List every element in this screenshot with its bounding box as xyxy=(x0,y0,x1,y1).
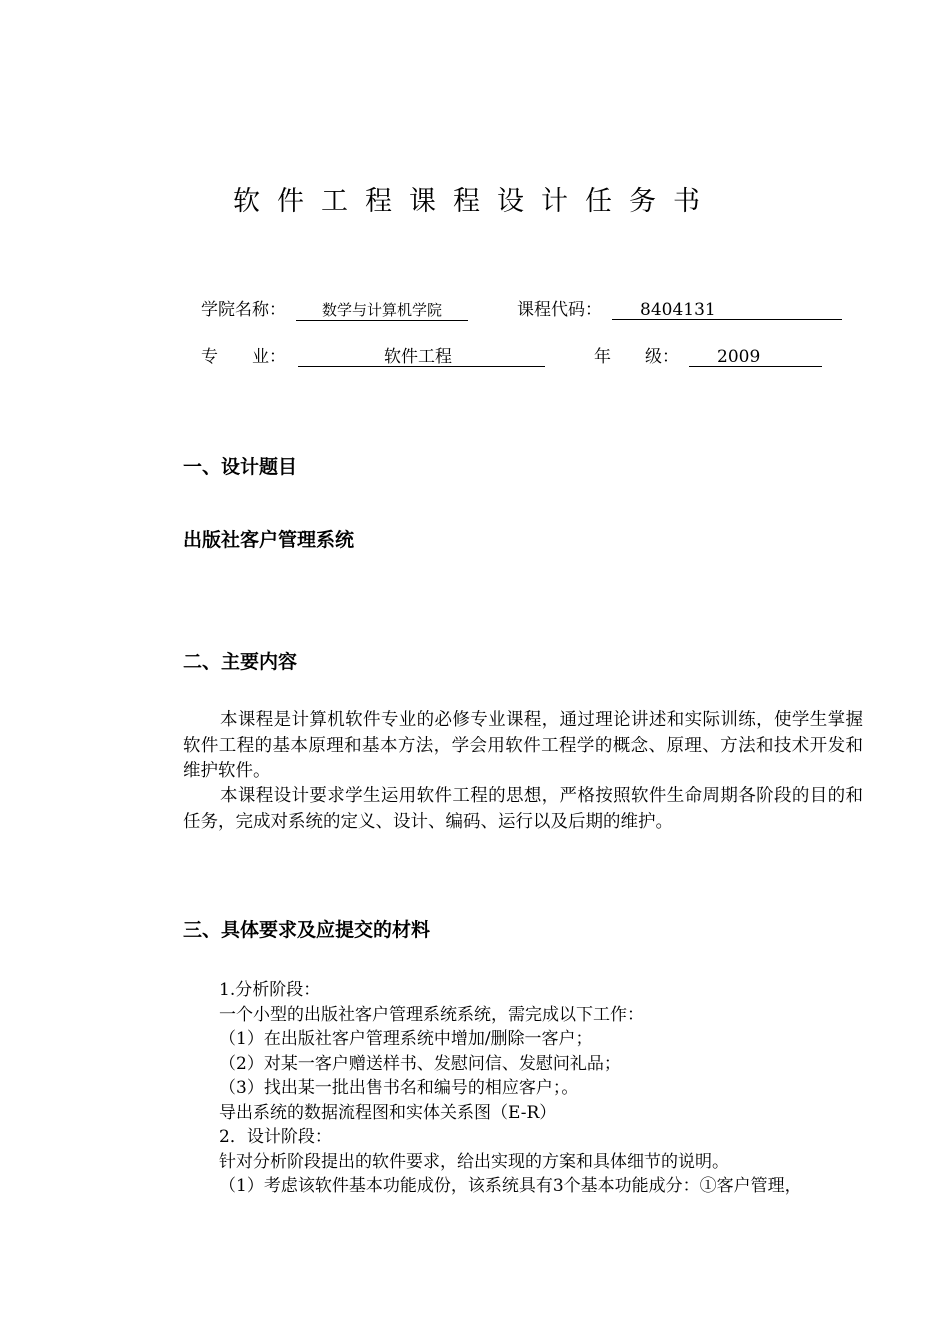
requirements-list xyxy=(219,978,879,1199)
course-code-value: 8404131 xyxy=(612,298,842,320)
info-row-college xyxy=(0,298,950,324)
college-value: 数学与计算机学院 xyxy=(296,298,468,321)
info-row-major xyxy=(0,345,950,371)
list-item: （1）考虑该软件基本功能成份，该系统具有3个基本功能成分：①客户管理， xyxy=(219,1176,802,1196)
major-value: 软件工程 xyxy=(298,345,545,367)
list-item: 导出系统的数据流程图和实体关系图（E-R） xyxy=(219,1102,557,1123)
list-item: （1）在出版社客户管理系统中增加/删除一客户； xyxy=(219,1029,593,1049)
design-topic: 出版社客户管理系统 xyxy=(183,529,355,551)
college-label: 学院名称： xyxy=(201,300,286,320)
list-item: 1.分析阶段： xyxy=(219,980,321,1000)
major-label: 专 业： xyxy=(201,347,286,367)
list-item: 一个小型的出版社客户管理系统系统，需完成以下工作： xyxy=(219,1004,644,1025)
main-content-paragraph-2: 本课程设计要求学生运用软件工程的思想，严格按照软件生命周期各阶段的目的和任务，完成对系统的定义、设计、编码、运行以及后期的维护。 xyxy=(183,786,863,832)
section1-heading: 一、设计题目 xyxy=(183,456,298,478)
section2-heading: 二、主要内容 xyxy=(183,651,298,673)
list-item: 2．设计阶段： xyxy=(219,1127,332,1147)
grade-value: 2009 xyxy=(689,345,822,367)
grade-label: 年 级： xyxy=(594,347,679,367)
list-item: （3）找出某一批出售书名和编号的相应客户；。 xyxy=(219,1078,579,1098)
course-code-label: 课程代码： xyxy=(517,300,602,320)
section3-heading: 三、具体要求及应提交的材料 xyxy=(183,919,431,941)
list-item: （2）对某一客户赠送样书、发慰问信、发慰问礼品； xyxy=(219,1053,621,1074)
list-item: 针对分析阶段提出的软件要求，给出实现的方案和具体细节的说明。 xyxy=(219,1151,729,1172)
document-title: 软件工程课程设计任务书 xyxy=(233,186,717,217)
main-content-paragraph-1: 本课程是计算机软件专业的必修专业课程，通过理论讲述和实际训练，使学生掌握软件工程的基本原理和基本方法，学会用软件工程学的概念、原理、方法和技术开发和维护软件。 xyxy=(183,710,863,781)
